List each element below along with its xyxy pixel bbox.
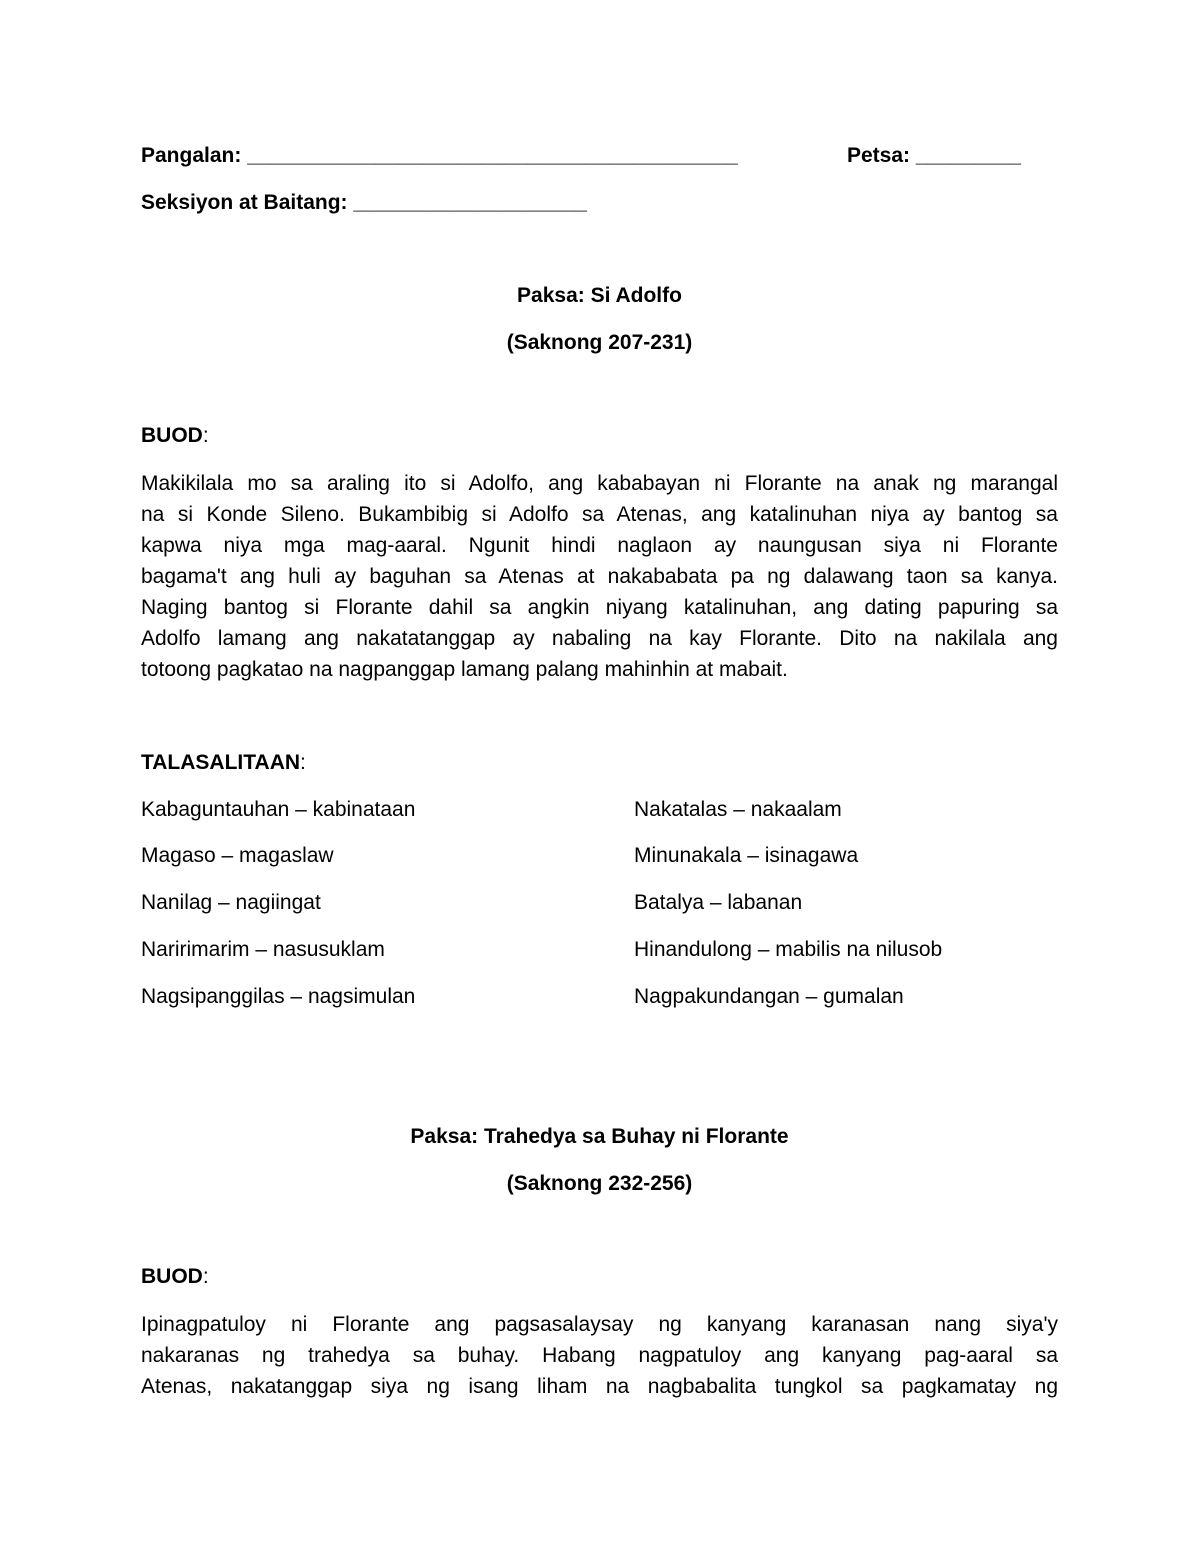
date-blank: _________ <box>915 144 1021 167</box>
vocab-item: Magaso – magaslaw <box>141 844 334 867</box>
vocab-item: Nanilag – nagiingat <box>141 891 321 914</box>
summary-heading-colon-2: : <box>202 1265 209 1288</box>
vocabulary-heading-colon: : <box>300 751 306 774</box>
vocab-item: Kabaguntauhan – kabinataan <box>141 798 416 821</box>
name-blank: __________________________________________ <box>247 144 738 167</box>
vocab-item: Minunakala – isinagawa <box>634 844 859 867</box>
summary-paragraph-1 <box>141 468 1058 685</box>
topic-title-1: Paksa: Si Adolfo <box>517 284 682 307</box>
summary-heading-label-2: BUOD <box>141 1265 203 1288</box>
vocabulary-heading <box>141 750 306 776</box>
summary-line: kapwa niya mga mag-aaral. Ngunit hindi naglaon ay naungusan siya ni Florante <box>141 534 1058 557</box>
summary-line: Naging bantog si Florante dahil sa angkin niyang katalinuhan, ang dating papuring sa <box>141 596 1058 619</box>
summary-line: Adolfo lamang ang nakatatanggap ay nabaling na kay Florante. Dito na nakilala ang <box>141 627 1058 650</box>
summary-paragraph-2 <box>141 1309 1058 1402</box>
summary-heading-colon-1: : <box>202 424 209 447</box>
vocab-item: Nagsipanggilas – nagsimulan <box>141 985 416 1008</box>
summary-line: na si Konde Sileno. Bukambibig si Adolfo sa Atenas, ang katalinuhan niya ay bantog sa <box>141 503 1058 526</box>
summary-heading-1 <box>141 423 209 449</box>
summary-heading-2 <box>141 1264 209 1290</box>
summary-heading-label-1: BUOD <box>141 424 203 447</box>
vocab-item: Nakatalas – nakaalam <box>634 798 842 821</box>
stanza-range-1: (Saknong 207-231) <box>506 331 693 354</box>
summary-line: Ipinagpatuloy ni Florante ang pagsasalaysay ng kanyang karanasan nang siya'y <box>141 1313 1058 1336</box>
section-grade-field <box>141 190 587 216</box>
vocab-item: Nagpakundangan – gumalan <box>634 985 904 1008</box>
section-grade-label: Seksiyon at Baitang: <box>141 191 354 214</box>
topic-title-2: Paksa: Trahedya sa Buhay ni Florante <box>410 1125 789 1148</box>
stanza-range-2: (Saknong 232-256) <box>506 1172 693 1195</box>
vocab-item: Hinandulong – mabilis na nilusob <box>634 938 943 961</box>
summary-line: nakaranas ng trahedya sa buhay. Habang nagpatuloy ang kanyang pag-aaral sa <box>141 1344 1058 1367</box>
vocab-item: Batalya – labanan <box>634 891 803 914</box>
vocabulary-heading-label: TALASALITAAN <box>141 751 301 774</box>
summary-line: Atenas, nakatanggap siya ng isang liham na nagbabalita tungkol sa pagkamatay ng <box>141 1375 1058 1398</box>
section-grade-blank: ____________________ <box>353 191 587 214</box>
vocab-item: Naririmarim – nasusuklam <box>141 938 385 961</box>
date-field <box>847 143 1021 169</box>
date-label: Petsa: <box>847 144 916 167</box>
name-label: Pangalan: <box>141 144 248 167</box>
summary-line: bagama't ang huli ay baguhan sa Atenas at nakababata pa ng dalawang taon sa kanya. <box>141 565 1058 588</box>
summary-line: Makikilala mo sa araling ito si Adolfo, ang kababayan ni Florante na anak ng marangal <box>141 472 1058 495</box>
summary-line: totoong pagkatao na nagpanggap lamang palang mahinhin at mabait. <box>141 658 788 681</box>
name-field <box>141 143 738 169</box>
